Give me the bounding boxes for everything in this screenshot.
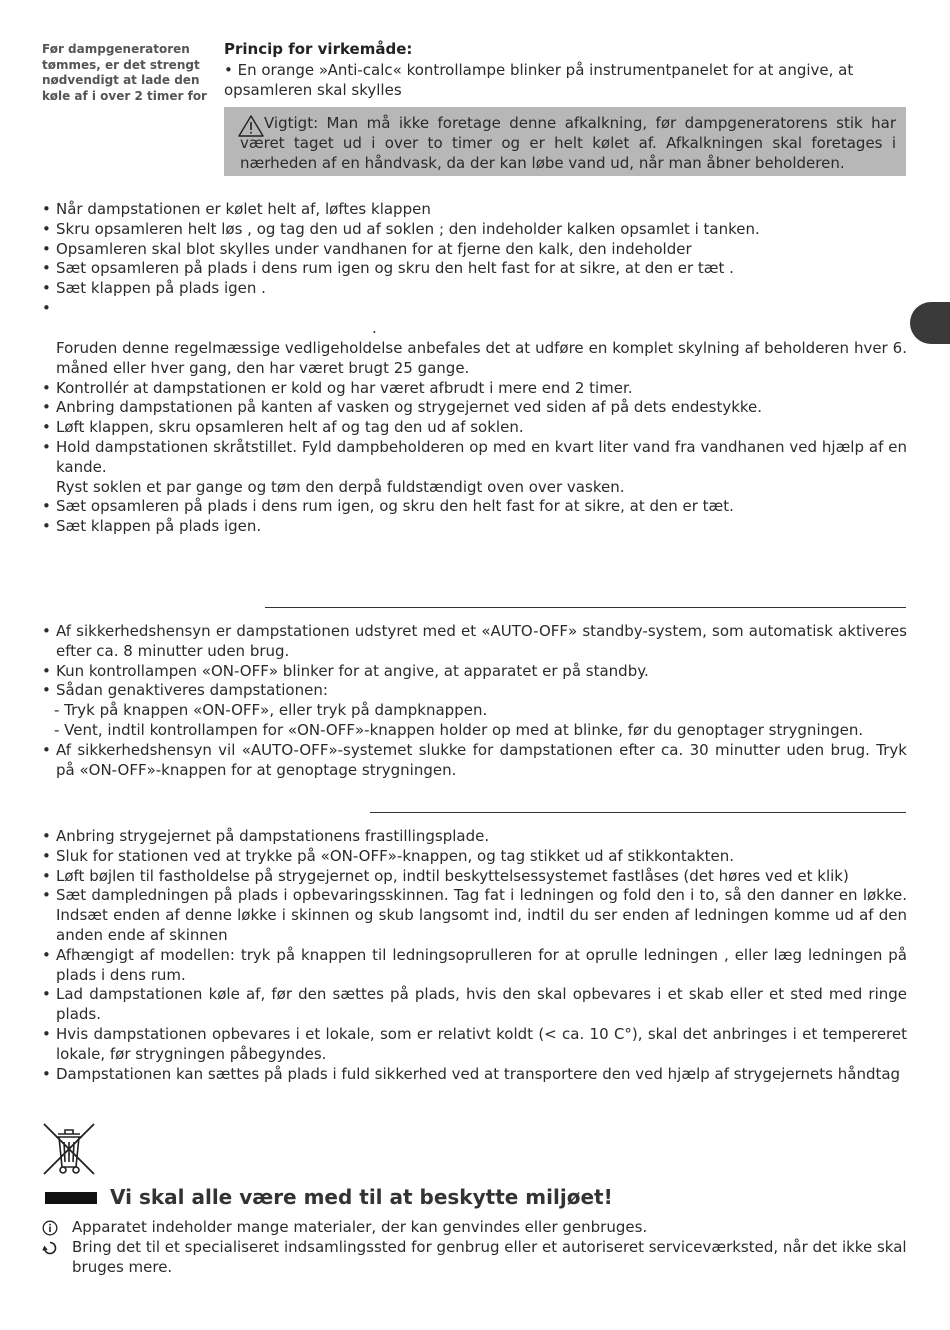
environment-text: Bring det til et specialiseret indsamlingssted for genbrug eller et autoriseret serviceværksted, når det ikke skal bruges mere. xyxy=(72,1237,907,1276)
list-item: • Anbring strygejernet på dampstationens frastillingsplade. xyxy=(42,827,907,847)
sidenote-line: køle af i over 2 timer for xyxy=(42,88,207,103)
list-item: • Kun kontrollampen «ON-OFF» blinker for at angive, at apparatet er på standby. xyxy=(42,662,907,682)
list-item: • Afhængigt af modellen: tryk på knappen til ledningsoprulleren for at oprulle ledningen , eller læg ledningen på plads i dens rum. xyxy=(42,946,907,986)
sidenote-line: Før dampgeneratoren xyxy=(42,42,190,56)
list-item: • Sæt klappen på plads igen . xyxy=(42,279,907,299)
full-rinse-steps xyxy=(42,339,907,537)
list-item: • Sådan genaktiveres dampstationen: xyxy=(42,681,907,701)
list-item: • Af sikkerhedshensyn vil «AUTO-OFF»-systemet slukke for dampstationen efter ca. 30 minutter uden brug. Tryk på «ON-OFF»-knappen for at genoptage strygningen. xyxy=(42,741,907,781)
sidenote xyxy=(42,42,212,104)
environment-list xyxy=(42,1218,907,1277)
list-item: • Sluk for stationen ved at trykke på «ON-OFF»-knappen, og tag stikket ud af stikkontakten. xyxy=(42,847,907,867)
warning-box xyxy=(224,107,906,176)
list-item: • Løft klappen, skru opsamleren helt af og tag den ud af soklen. xyxy=(42,418,907,438)
list-item-empty xyxy=(42,299,907,319)
list-subitem: - Tryk på knappen «ON-OFF», eller tryk på dampknappen. xyxy=(54,701,488,720)
list-item: • Sæt opsamleren på plads i dens rum igen og skru den helt fast for at sikre, at den er tæt . xyxy=(42,259,907,279)
list-item: • Hold dampstationen skråtstillet. Fyld dampbeholderen op med en kvart liter vand fra vandhanen ved hjælp af en kande. xyxy=(42,438,907,478)
crossed-out-bin-icon xyxy=(40,1120,98,1178)
rinse-steps xyxy=(42,200,907,339)
list-item: • Anbring dampstationen på kanten af vasken og strygejernet ved siden af på dets endestykke. xyxy=(42,398,907,418)
heading-bar xyxy=(45,1192,97,1204)
info-circle-icon xyxy=(42,1220,58,1236)
full-rinse-note: Ryst soklen et par gange og tøm den derpå fuldstændigt oven over vasken. xyxy=(56,477,625,496)
environment-title: Vi skal alle være med til at beskytte miljøet! xyxy=(110,1185,613,1209)
sidenote-line: tømmes, er det strengt xyxy=(42,57,200,72)
environment-text: Apparatet indeholder mange materialer, der kan genvindes eller genbruges. xyxy=(72,1218,648,1236)
principle-title: Princip for virkemåde: xyxy=(224,40,413,58)
list-subitem: - Vent, indtil kontrollampen for «ON-OFF»-knappen holder op med at blinke, før du genoptager strygningen. xyxy=(54,720,864,739)
principle-text: • En orange »Anti-calc« kontrollampe blinker på instrumentpanelet for at angive, at opsamleren skal skylles xyxy=(224,61,854,99)
storage-list xyxy=(42,827,907,1084)
list-item: • Løft bøjlen til fastholdelse på strygejernet op, indtil beskyttelsessystemet fastlåses (det høres ved et klik) xyxy=(42,867,907,887)
full-rinse-intro: Foruden denne regelmæssige vedligeholdelse anbefales det at udføre en komplet skylning af beholderen hver 6. måned eller hver gang, den har været brugt 25 gange. xyxy=(56,339,907,377)
list-item: • Kontrollér at dampstationen er kold og har været afbrudt i mere end 2 timer. xyxy=(42,379,907,399)
list-item: • Når dampstationen er kølet helt af, løftes klappen xyxy=(42,200,907,220)
list-item: • Opsamleren skal blot skylles under vandhanen for at fjerne den kalk, den indeholder xyxy=(42,240,907,260)
stray-dot: . xyxy=(372,318,377,337)
list-item-dot xyxy=(42,319,907,339)
section-tab-marker xyxy=(910,302,950,344)
warning-triangle-icon xyxy=(238,115,264,137)
list-item: • Sæt dampledningen på plads i opbevaringsskinnen. Tag fat i ledningen og fold den i to, så den danner en løkke. Indsæt enden af denne løkke i skinnen og skub langsomt ind, indtil du ser enden af ledningen komme ud af den anden ende af skinnen xyxy=(42,886,907,945)
list-item: • Hvis dampstationen opbevares i et lokale, som er relativt koldt (< ca. 10 C°), skal det anbringes i et tempereret lokale, før strygningen påbegyndes. xyxy=(42,1025,907,1065)
warning-text: Vigtigt: Man må ikke foretage denne afkalkning, før dampgeneratorens stik har været taget ud i over to timer og er helt kølet af. Afkalkningen skal foretages i nærheden af en håndvask, da der kan løbe vand ud, når man åbner beholderen. xyxy=(240,114,896,172)
list-item: • Sæt klappen på plads igen. xyxy=(42,517,907,537)
list-item: • Lad dampstationen køle af, før den sættes på plads, hvis den skal opbevares i et skab eller et sted med ringe plads. xyxy=(42,985,907,1025)
list-item: • Skru opsamleren helt løs , og tag den ud af soklen ; den indeholder kalken opsamlet i tanken. xyxy=(42,220,907,240)
list-item xyxy=(42,1218,907,1238)
auto-off-list xyxy=(42,622,907,780)
list-item: • Dampstationen kan sættes på plads i fuld sikkerhed ved at transportere den ved hjælp af strygejernets håndtag xyxy=(42,1065,907,1085)
section-rule xyxy=(370,812,906,813)
list-item: • Sæt opsamleren på plads i dens rum igen, og skru den helt fast for at sikre, at den er tæt. xyxy=(42,497,907,517)
section-rule xyxy=(265,607,906,608)
list-item xyxy=(42,1238,907,1278)
arrow-circle-icon xyxy=(42,1240,58,1256)
list-item: • Af sikkerhedshensyn er dampstationen udstyret med et «AUTO-OFF» standby-system, som automatisk aktiveres efter ca. 8 minutter uden brug. xyxy=(42,622,907,662)
sidenote-line: nødvendigt at lade den xyxy=(42,73,200,87)
